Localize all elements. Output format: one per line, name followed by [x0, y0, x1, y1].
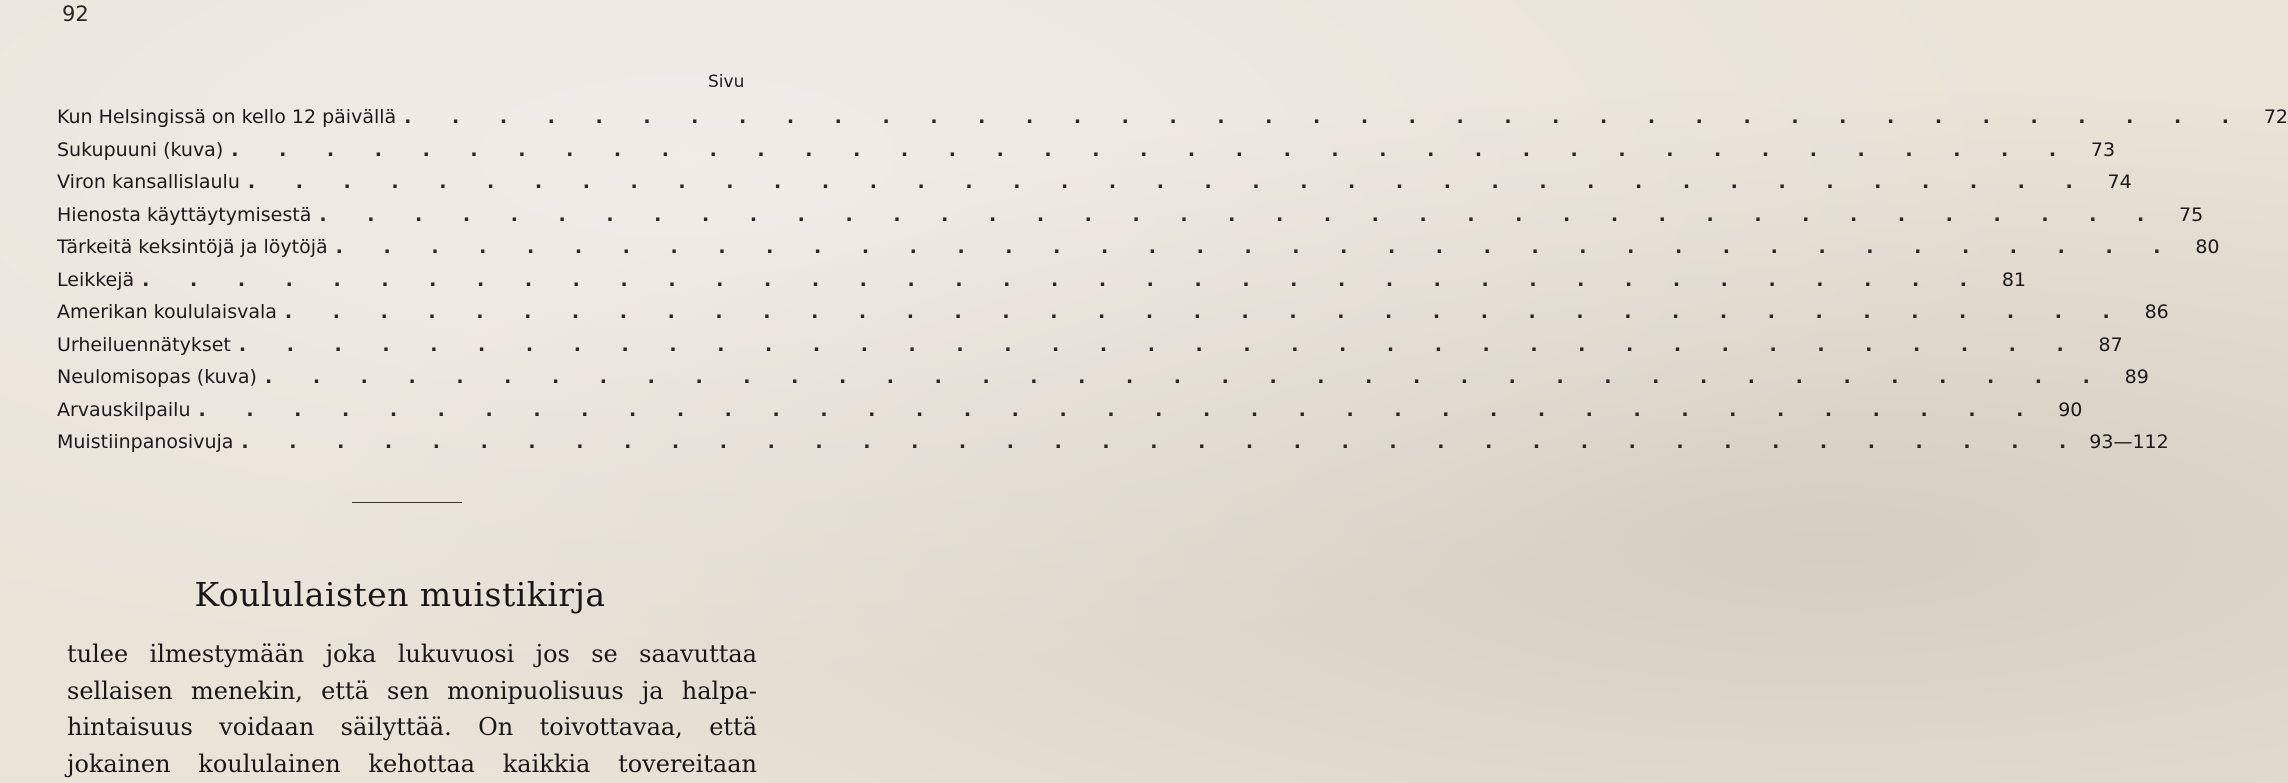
toc-entry [57, 398, 2083, 432]
section-body [67, 636, 757, 782]
toc-entry-title: Tärkeitä keksintöjä ja löytöjä [57, 236, 328, 258]
dot-leader: . . . . . . . . . . . . . . . . . . . . . . . . . . . . . . . . . . . . . . . [284, 301, 2127, 323]
toc-entry [57, 301, 2169, 334]
body-line: sellaisen menekin, että sen monipuolisuus ja halpa- [67, 676, 757, 705]
section-heading: Koululaisten muistikirja [194, 575, 606, 614]
body-line: hintaisuus voidaan säilyttää. On toivottavaa, että [67, 713, 757, 741]
toc-entry-page: 90 [2058, 398, 2083, 421]
toc-entry [57, 138, 2116, 172]
table-of-contents [57, 106, 2288, 464]
dot-leader: . . . . . . . . . . . . . . . . . . . . . . . . . . . . . . . . . . . . . . . [319, 203, 2162, 226]
toc-entry-page: 80 [2195, 236, 2220, 258]
dot-leader: . . . . . . . . . . . . . . . . . . . . . . . . . . . . . . . . . . . . . . . [247, 171, 2090, 193]
toc-entry-page: 75 [2179, 203, 2204, 226]
toc-entry-page: 89 [2124, 366, 2149, 388]
toc-entry [57, 431, 2169, 464]
dot-leader: . . . . . . . . . . . . . . . . . . . . . . . . . . . . . . . . . . . . . . . [404, 106, 2247, 128]
toc-entry-title: Sukupuuni (kuva) [57, 138, 224, 161]
toc-entry-page: 72 [2263, 106, 2288, 128]
toc-entry-page: 93—112 [2089, 431, 2169, 453]
section-divider [352, 502, 462, 503]
dot-leader: . . . . . . . . . . . . . . . . . . . . . . . . . . . . . . . . . . . . . . . [231, 138, 2074, 161]
toc-entry-title: Leikkejä [57, 268, 135, 291]
toc-entry-page: 81 [2001, 268, 2027, 291]
toc-entry [57, 366, 2149, 399]
toc-entry [57, 333, 2123, 367]
page-number: 92 [62, 2, 89, 26]
toc-entry [57, 203, 2204, 237]
toc-entry-page: 87 [2098, 333, 2123, 356]
body-line: tulee ilmestymään joka lukuvuosi jos se saavuttaa [67, 640, 757, 668]
dot-leader: . . . . . . . . . . . . . . . . . . . . . . . . . . . . . . . . . . . . . . . [335, 236, 2178, 258]
toc-entry [57, 268, 2027, 302]
dot-leader: . . . . . . . . . . . . . . . . . . . . . . . . . . . . . . . . . . . . . . . [264, 366, 2107, 388]
toc-entry-title: Kun Helsingissä on kello 12 päivällä [57, 106, 397, 128]
toc-entry-title: Viron kansallislaulu [57, 171, 240, 193]
toc-entry [57, 171, 2132, 204]
dot-leader: . . . . . . . . . . . . . . . . . . . . . . . . . . . . . . . . . . . . . . . [142, 268, 1985, 291]
toc-entry [57, 106, 2288, 139]
dot-leader: . . . . . . . . . . . . . . . . . . . . . . . . . . . . . . . . . . . . . . . [198, 398, 2041, 421]
body-line: jokainen koululainen kehottaa kaikkia tovereitaan [67, 749, 757, 778]
toc-entry-title: Neulomisopas (kuva) [57, 366, 257, 388]
toc-entry-title: Urheiluennätykset [57, 333, 231, 356]
toc-entry-title: Muistiinpanosivuja [57, 431, 234, 453]
toc-entry-title: Hienosta käyttäytymisestä [57, 203, 312, 226]
toc-entry [57, 236, 2220, 269]
toc-entry-title: Arvauskilpailu [57, 398, 191, 421]
dot-leader: . . . . . . . . . . . . . . . . . . . . . . . . . . . . . . . . . . . . . . . [238, 333, 2081, 356]
toc-page-column-header: Sivu [708, 72, 745, 92]
toc-entry-title: Amerikan koululaisvala [57, 301, 277, 323]
dot-leader: . . . . . . . . . . . . . . . . . . . . . . . . . . . . . . . . . . . . . . . [241, 431, 2084, 453]
toc-entry-page: 86 [2144, 301, 2169, 323]
toc-entry-page: 73 [2090, 138, 2116, 161]
toc-entry-page: 74 [2107, 171, 2132, 193]
